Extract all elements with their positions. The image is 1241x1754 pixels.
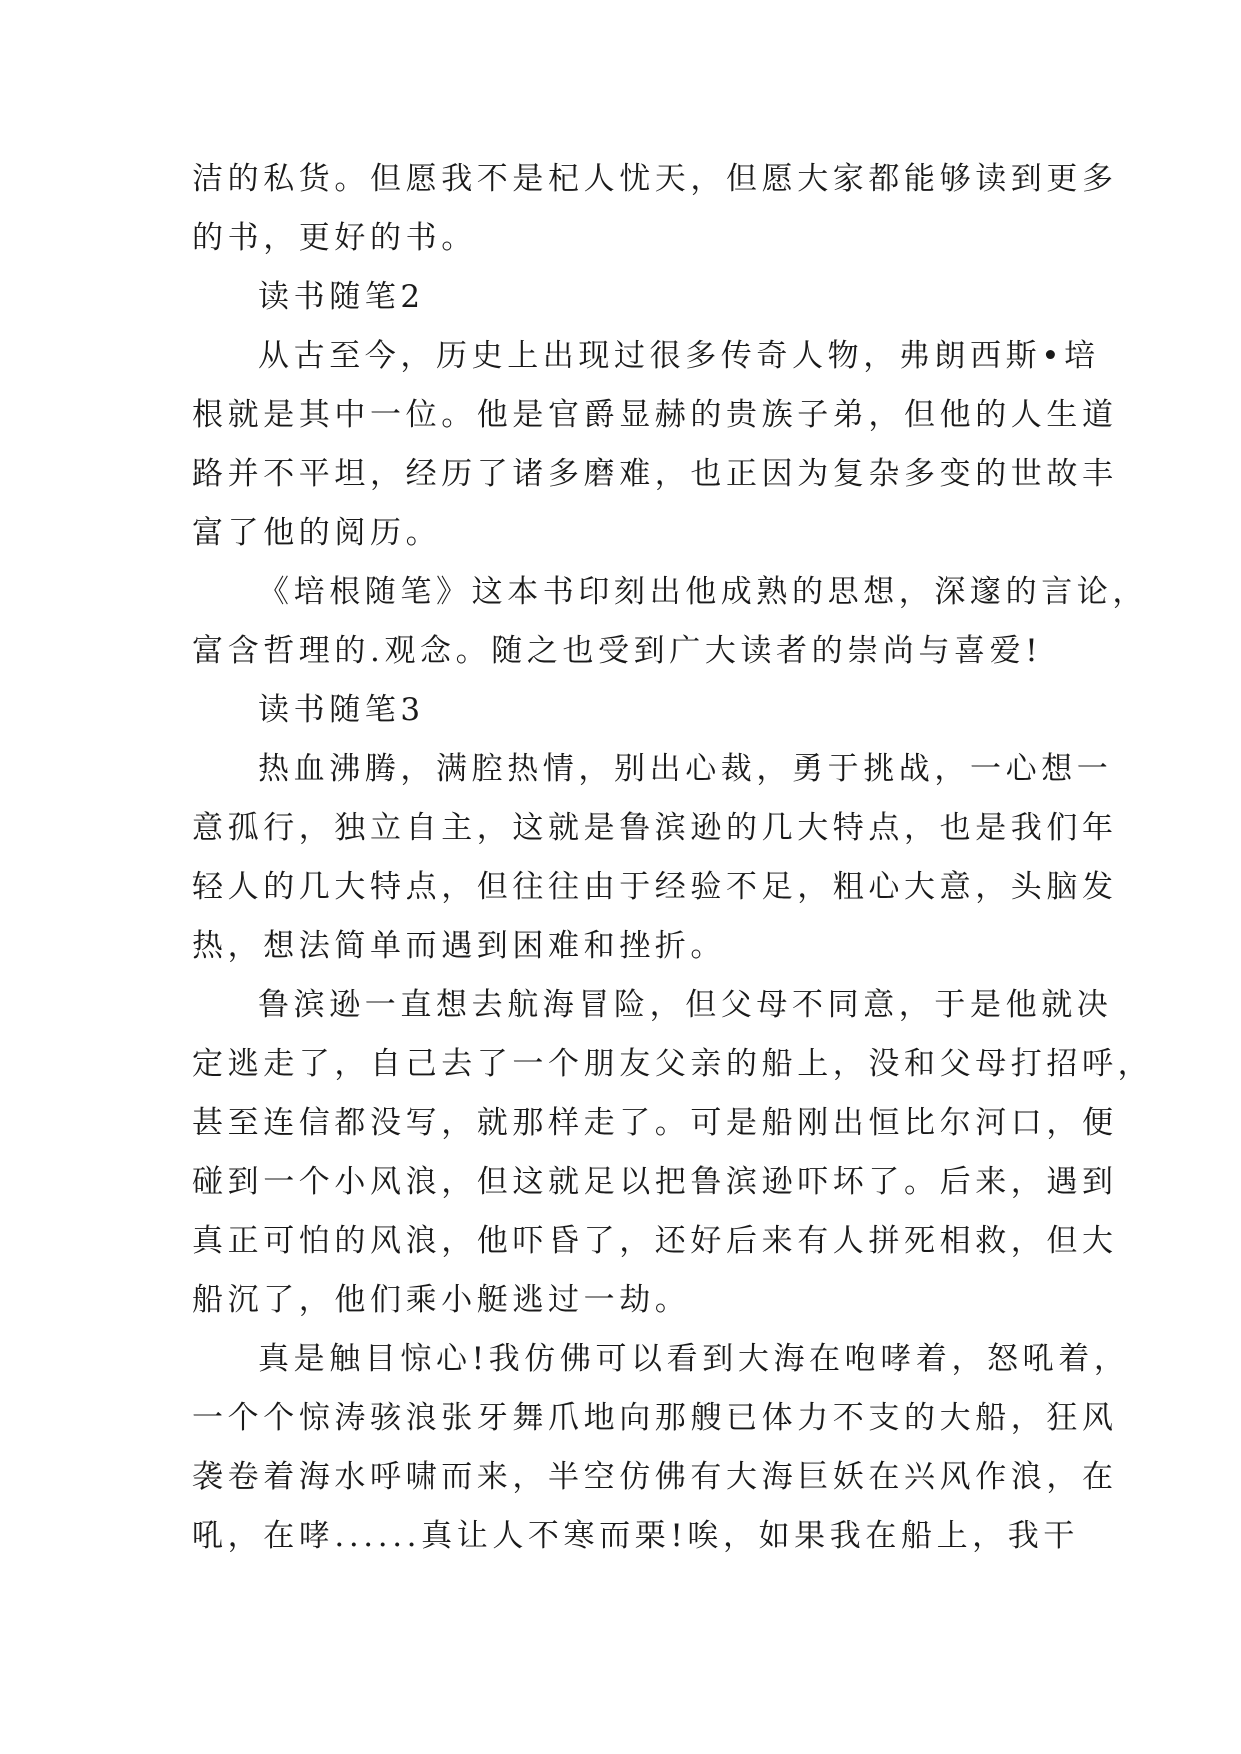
text-line: 路并不平坦，经历了诸多磨难，也正因为复杂多变的世故丰 xyxy=(192,456,1118,492)
text-line: 洁的私货。但愿我不是杞人忧天，但愿大家都能够读到更多 xyxy=(192,161,1118,197)
paragraph-first-line: 从古至今，历史上出现过很多传奇人物，弗朗西斯•培 xyxy=(258,338,1100,374)
text-line: 袭卷着海水呼啸而来，半空仿佛有大海巨妖在兴风作浪，在 xyxy=(192,1459,1118,1495)
paragraph-first-line: 《培根随笔》这本书印刻出他成熟的思想，深邃的言论， xyxy=(258,574,1148,610)
section-heading: 读书随笔2 xyxy=(258,279,425,315)
text-line: 热，想法简单而遇到困难和挫折。 xyxy=(192,928,726,964)
paragraph-first-line: 真是触目惊心!我仿佛可以看到大海在咆哮着，怒吼着， xyxy=(258,1341,1130,1377)
text-line: 吼，在哮......真让人不寒而栗!唉，如果我在船上，我干 xyxy=(192,1518,1079,1554)
text-line: 船沉了，他们乘小艇逃过一劫。 xyxy=(192,1282,691,1318)
text-line: 富含哲理的.观念。随之也受到广大读者的崇尚与喜爱! xyxy=(192,633,1043,669)
text-line: 一个个惊涛骇浪张牙舞爪地向那艘已体力不支的大船，狂风 xyxy=(192,1400,1118,1436)
text-line: 真正可怕的风浪，他吓昏了，还好后来有人拼死相救，但大 xyxy=(192,1223,1118,1259)
document-page xyxy=(192,150,1154,1566)
text-line: 碰到一个小风浪，但这就足以把鲁滨逊吓坏了。后来，遇到 xyxy=(192,1164,1118,1200)
text-line: 轻人的几大特点，但往往由于经验不足，粗心大意，头脑发 xyxy=(192,869,1118,905)
text-line: 甚至连信都没写，就那样走了。可是船刚出恒比尔河口，便 xyxy=(192,1105,1118,1141)
text-line: 意孤行，独立自主，这就是鲁滨逊的几大特点，也是我们年 xyxy=(192,810,1118,846)
text-line: 根就是其中一位。他是官爵显赫的贵族子弟，但他的人生道 xyxy=(192,397,1118,433)
paragraph-first-line: 鲁滨逊一直想去航海冒险，但父母不同意，于是他就决 xyxy=(258,987,1113,1023)
text-line: 的书，更好的书。 xyxy=(192,220,477,256)
text-line: 定逃走了，自己去了一个朋友父亲的船上，没和父母打招呼， xyxy=(192,1046,1154,1082)
section-heading: 读书随笔3 xyxy=(258,692,425,728)
paragraph-first-line: 热血沸腾，满腔热情，别出心裁，勇于挑战，一心想一 xyxy=(258,751,1113,787)
text-line: 富了他的阅历。 xyxy=(192,515,442,551)
